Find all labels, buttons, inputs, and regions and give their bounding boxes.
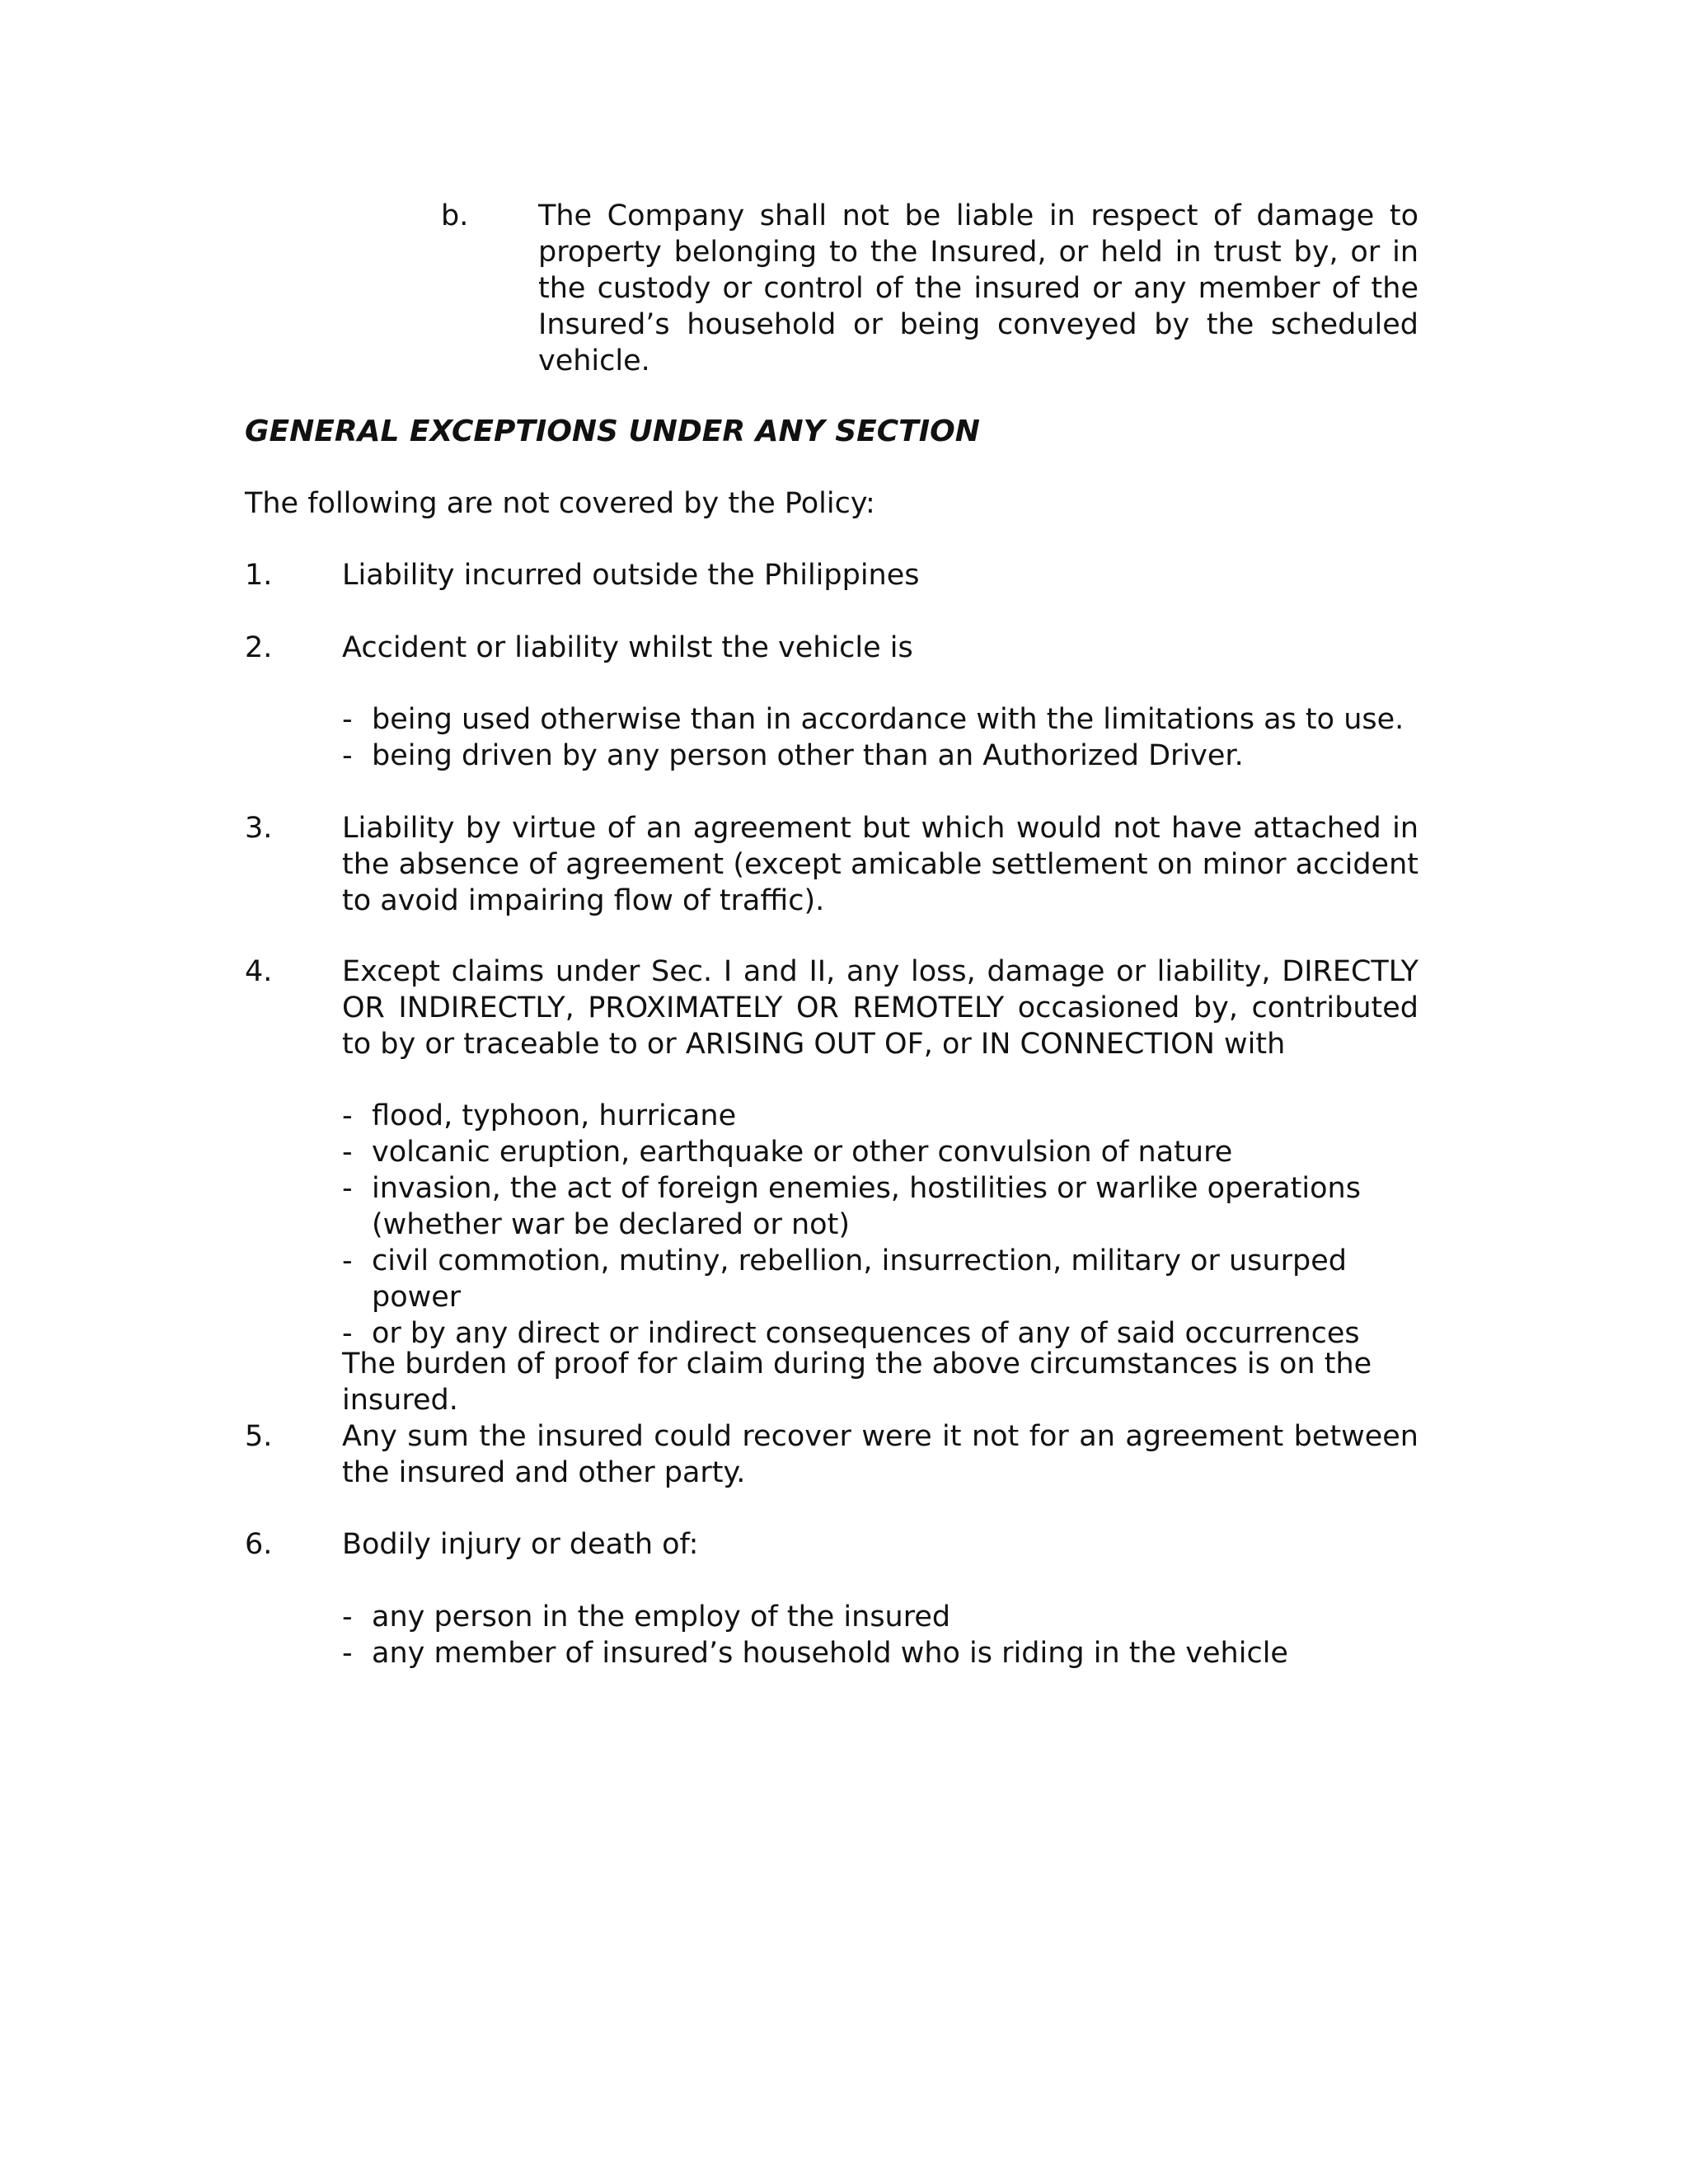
bullet-list [342, 1098, 1430, 1352]
list-item [342, 1635, 1430, 1671]
list-item-text: any person in the employ of the insured [372, 1601, 951, 1633]
item-text: Except claims under Sec. I and II, any loss, damage or liability, DIRECTLY OR INDIRECTLY, PROXIMATELY OR REMOTELY occasioned by, contributed to by or traceable to or ARISING OUT OF, or IN CONNECTION with [342, 955, 1418, 1061]
item-text: Accident or liability whilst the vehicle is [342, 631, 913, 664]
list-item [342, 1243, 1430, 1315]
list-item-text: flood, typhoon, hurricane [372, 1099, 737, 1132]
item-text: Liability by virtue of an agreement but which would not have attached in the absence of agreement (except amicable settlement on minor accident to avoid impairing flow of traffic). [342, 812, 1418, 917]
item-number: 4. [245, 955, 273, 988]
list-item [342, 701, 1430, 738]
bullet-dash: - [342, 1099, 353, 1132]
bullet-dash: - [342, 739, 353, 772]
item-text: Liability incurred outside the Philippines [342, 559, 920, 592]
list-item [342, 1134, 1430, 1170]
list-item-text: volcanic eruption, earthquake or other convulsion of nature [372, 1136, 1233, 1169]
list-item-text: being driven by any person other than an Authorized Driver. [372, 739, 1244, 772]
bullet-dash: - [342, 1172, 353, 1205]
bullet-dash: - [342, 1317, 353, 1350]
section-heading: GENERAL EXCEPTIONS UNDER ANY SECTION [245, 415, 980, 448]
item-number: 5. [245, 1420, 273, 1453]
list-item [342, 1170, 1430, 1243]
sub-item-text: The Company shall not be liable in respect of damage to property belonging to the Insured, or held in trust by, or in the custody or control of the insured or any member of the Insured’s household or being conveyed by the scheduled vehicle. [538, 199, 1418, 377]
item-number: 6. [245, 1528, 273, 1561]
list-item [342, 1599, 1430, 1635]
item-number: 3. [245, 812, 273, 845]
bullet-dash: - [342, 1136, 353, 1169]
list-item-text: invasion, the act of foreign enemies, hostilities or warlike operations (whether war be declared or not) [372, 1172, 1361, 1241]
bullet-dash: - [342, 1244, 353, 1277]
bullet-list [342, 701, 1430, 774]
bullet-list [342, 1599, 1430, 1671]
item-text: Any sum the insured could recover were it not for an agreement between the insured and other party. [342, 1420, 1418, 1489]
list-item-text: civil commotion, mutiny, rebellion, insurrection, military or usurped power [372, 1244, 1347, 1314]
list-item-text: any member of insured’s household who is riding in the vehicle [372, 1637, 1288, 1670]
item-number: 2. [245, 631, 273, 664]
list-item-text: or by any direct or indirect consequences of any of said occurrences [372, 1317, 1360, 1350]
bullet-dash: - [342, 703, 353, 736]
sub-item-label: b. [441, 199, 469, 232]
item-number: 1. [245, 559, 273, 592]
bullet-dash: - [342, 1637, 353, 1670]
item-note: The burden of proof for claim during the above circumstances is on the insured. [342, 1347, 1372, 1417]
item-text: Bodily injury or death of: [342, 1528, 699, 1561]
list-item [342, 1098, 1430, 1134]
section-intro: The following are not covered by the Policy: [245, 487, 875, 520]
list-item [342, 738, 1430, 774]
list-item-text: being used otherwise than in accordance with the limitations as to use. [372, 703, 1404, 736]
bullet-dash: - [342, 1601, 353, 1633]
